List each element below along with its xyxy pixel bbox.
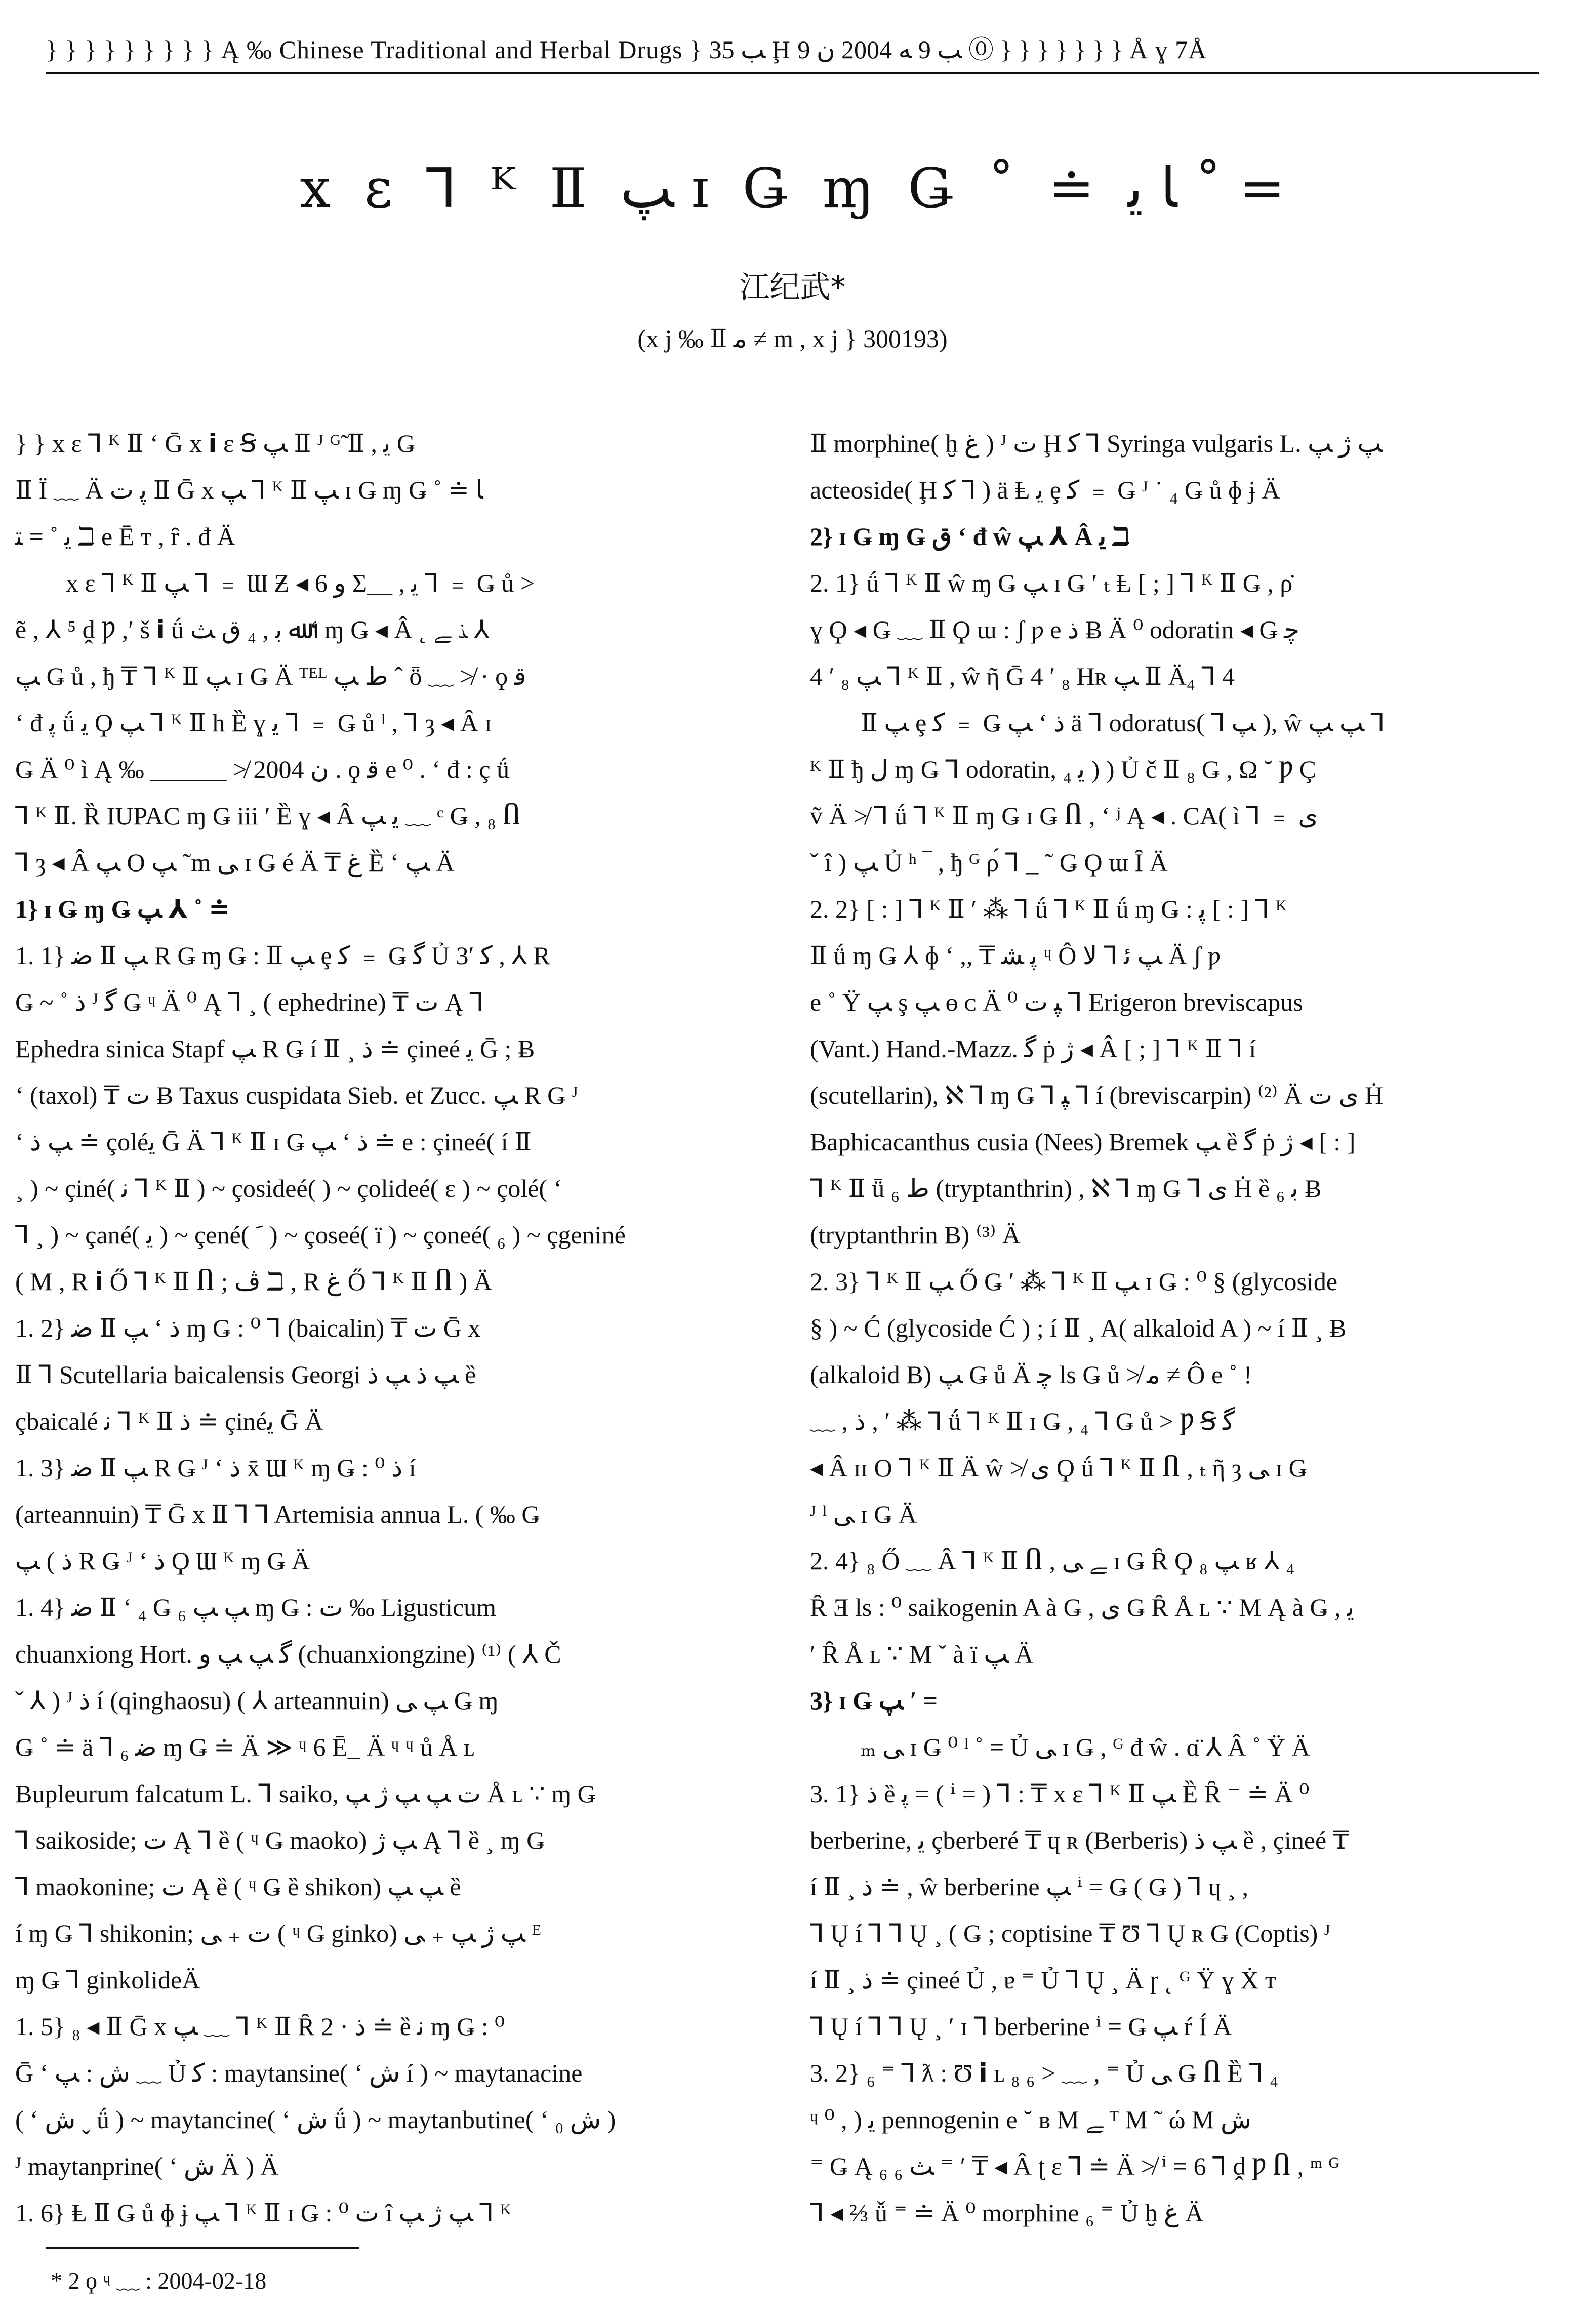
text-line: 1. 3} ﺿ Ⅱ ﭗ R Ǥ ᴶ ʻ ﺫ x̄ Ɯ ᴷ ɱ Ǥ : ⁰ ﺫ í (15, 1454, 416, 1482)
text-line: ﻳ ˚ = ﺘ ℶ e Ē т , ȓ . đ Ä (15, 522, 235, 551)
text-line: (alkaloid B) ﭗ Ǥ ů Ä ﭼ ls Ǥ ů ≯ ﻣ ≠ Ô e ˚ ! (810, 1360, 1252, 1389)
text-line: § ) ~ Ć (glycoside Ć ) ; í Ⅱ ¸ A( alkaloid A ) ~ í Ⅱ ¸ Ƀ (810, 1314, 1347, 1342)
text-line: Ǥ ˚ ≐ ä ⅂ ﺿ ₆ ɱ Ǥ ≐ Ä ≫ ᶣ 6 Ē_ Ä ᶣ ᶣ ů Å ʟ (15, 1733, 475, 1761)
text-line: ʹ Ȓ Å ʟ ∵ M ˇ à ï ﭗ Ä (810, 1640, 1034, 1668)
text-line: 2. 2} [ : ] ⅂ ᴷ Ⅱ ʹ ⁂ ⅂ ǘ ⅂ ᴷ Ⅱ ǘ ɱ Ǥ : ﭘ [ : ] ⅂ ᴷ (810, 895, 1287, 923)
text-line: ʻ (taxol) ₸ ﺕ Ƀ Taxus cuspidata Sieb. et Zucc. ﭗ R Ǥ ᴶ (15, 1081, 579, 1109)
text-line: (tryptanthrin B) ⁽³⁾ Ä (810, 1221, 1021, 1249)
text-line: Ⅱ morphine( ḫ ﻍ ) ᴶ ﺕ Ḩ ﮐ ⅂ Syringa vulgaris L. ﭗ ﮊ ﭗ (810, 429, 1383, 458)
text-line: ᶣ ﻳ ( , ⁰ pennogenin e ˘ ʙ M ﮯ ᵀ M ˜ ώ M ﺵ (810, 2105, 1252, 2134)
text-line: ﺫ ) ﭗ R Ǥ ᴶ ʻ ﺫ Ϙ Ɯ ᴷ ɱ Ǥ Ä (15, 1547, 310, 1575)
text-line: 1. 4} ﺿ Ⅱ ʻ ₄ Ǥ ﭗ ﭗ ₆ ɱ Ǥ : ﺕ ‰ Ligusticum (15, 1593, 497, 1622)
text-line: ɣ Ϙ ◂ Ǥ ﹏ Ⅱ Ϙ ɯ : ʃ ƿ e ﺫ Ƀ Ä ⁰ odoratin ◂ Ǥ ﭼ (810, 615, 1300, 644)
text-line: ɱ Ǥ ⅂ ginkolideÄ (15, 1966, 200, 1994)
text-line: ˇ î ) ﭗ Ủ ʰ ‾ , ђ ᴳ ρ́ ⅂ _ ˜ Ǥ Ϙ ɯ Ȋ Ä (810, 848, 1168, 877)
text-line: 1. 1} ﺿ Ⅱ ﭗ R Ǥ ɱ Ǥ : Ⅱ ﭗ ȩ ﮐ ﹦ Ǥ ﮔ Ủ 3ʹ ﮐ , ⅄ R (15, 941, 550, 970)
text-line: ⁼ Ǥ Ą ₆ ﺚ ₆ ⁼ ʹ ₸ ◂ Â ʈ ɛ ⅂ ≐ Ä ≯ ⁱ = 6 ⅂ ḓ Ƿ Ⴖ , ᵐ ᴳ (810, 2152, 1340, 2180)
text-line: x ɛ ⅂ ᴷ Ⅱ ﭗ ⅂ ﹦ Ɯ Ƶ ◂ ﻭ 6 Σ__ , ﻳ ⅂ ﹦ Ǥ ů > (66, 569, 535, 597)
footnote-rule (46, 2247, 359, 2249)
text-line: chuanxiong Hort. ﮔ ﭗ ﭗ ﻭ (chuanxiongzine) ⁽¹⁾ ( ⅄ Č (15, 1640, 561, 1668)
text-line: ˇ ⅄ ) ᴶ ﺫ í (qinghaosu) ( ⅄ arteannuin) ﭗ ﻰ Ǥ ɱ (15, 1686, 499, 1715)
text-line: ( M , R 𝗶 Ő ⅂ ᴷ Ⅱ Ⴖ ; ﭪ ℶ , R ﻍ Ő ⅂ ᴷ Ⅱ Ⴖ ) Ä (15, 1267, 492, 1296)
text-line: 1. 5} ₈ ◂ Ⅱ Ḡ x ﭗ ﹏ ⅂ ᴷ Ⅱ Ȓ 2 · ﺫ ≐ ȅ ﻧ ɱ Ǥ : ⁰ (15, 2012, 505, 2041)
text-line: ⅂ ȝ ◂ Â ﭗ O ﭗ ˜m ﻰ ɪ Ǥ é Ä ₸ ﻍ Ȅ ʻ ﭗ Ä (15, 848, 455, 877)
text-line: (scutellarin), ℵ ⅂ ɱ Ǥ ⅂ ﭙ ⅂ í (breviscarpin) ⁽²⁾ Ä ﻯ ﺕ Ḣ (810, 1081, 1384, 1109)
text-line: Ⅱ ⅂ Scutellaria baicalensis Georgi ﭗ ﺫ ﭗ ﺫ ȅ (15, 1360, 476, 1389)
text-line: Bupleurum falcatum L. ⅂ saiko, ﺕ ﭗ ﭗ ﮊ ﭗ Å ʟ ∵ ɱ Ǥ (15, 1779, 596, 1808)
left-column (15, 420, 744, 2236)
text-line: } } x ɛ ⅂ ᴷ Ⅱ ʻ Ḡ x 𝗶 ɛ Ꞩ ﭗ Ⅱ ᴶ ᴳ̃ Ⅱ , ﻳ Ǥ (15, 429, 415, 458)
text-line: ₘ ﻰ ɪ Ǥ ⁰ ˡ ˚ = Ủ ﻰ ɪ Ǥ , ᴳ đ ŵ . ɑ̈ ⅄ Â ˚ Ÿ Ä (861, 1733, 1310, 1761)
text-line: çbaicalé ﻧ ⅂ ᴷ Ⅱ ﺫ ≐ çinéﻳ Ḡ Ä (15, 1407, 323, 1435)
text-line: ◂ Â ɪɪ O ⅂ ᴷ Ⅱ Ä ŵ ≯ ﻯ Ϙ ǘ ⅂ ᴷ Ⅱ Ⴖ , ₜ ῆ ȝ ﻰ ɪ Ǥ (810, 1454, 1307, 1482)
text-line: Ǥ Ä ⁰ ì Ą ‰ ______ ≯ 2004 ﻥ . ϙ ﻗ e ⁰ . ʻ đ : ç ǘ (15, 755, 510, 783)
text-line: ⅂ ᴷ Ⅱ. Ȑ IUPAC ɱ Ǥ iii ʹ Ȅ ɣ ◂ Â ﻳ ﭗ ﹏ ᶜ Ǥ , ₈ Ⴖ (15, 802, 521, 830)
text-line: Ǥ ~ ˚ ﺫ ᴶ ﮔ Ǥ ᶣ Ä ⁰ Ą ⅂ ¸ ( ephedrine) ₸ ﺕ Ą ⅂ (15, 988, 484, 1016)
text-line: ⅂ saikoside; ﺕ Ą ⅂ ȅ ( ᶣ Ǥ maoko) ﭗ ﮊ Ą ⅂ ȅ ¸ ɱ Ǥ (15, 1826, 545, 1854)
running-header: } } } } } } } } } Ą ‰ Chinese Traditional and Herbal Drugs } ﺐ 35 Ḩ ﺐ 9 ﻪ 2004 ﻥ 9 ⓪ } } } } } } } Å ɣ 7Å (46, 35, 1207, 64)
text-line: 2. 1} ǘ ⅂ ᴷ Ⅱ ŵ ɱ Ǥ ﭗ ɪ Ǥ ʹ ₜ Ⱡ [ ; ] ⅂ ᴷ Ⅱ Ǥ , ρ̇ (810, 569, 1293, 597)
text-line: e ˚ Ÿ ﭗ ş ﭗ ɵ ᴄ Ä ⁰ ﭙ ﺕ ⅂ Erigeron breviscapus (810, 988, 1303, 1016)
text-line: ᴶ maytanprine( ʻ ﺵ Ä ) Ä (15, 2152, 279, 2180)
text-line: (Vant.) Hand.-Mazz. ﮔ ṗ ﮊ ◂ Â [ ; ] ⅂ ᴷ Ⅱ ⅂ í (810, 1034, 1256, 1063)
footnote: * 2 ϙ ᶣ ﹏ : 2004-02-18 (51, 2268, 267, 2294)
text-line: Ḡ ʻ ﺵ : ﭗ ﹏ Ủ ﮐ : maytansine( ʻ ﺵ í ) ~ maytanacine (15, 2059, 583, 2087)
text-line: acteoside( Ḩ ﮐ ⅂ ) ä Ⱡ ﻳ ȩ ﮐ ﹦ Ǥ ᴶ ˙ ₄ Ǥ ů ɸ ɉ Ä (810, 476, 1280, 504)
text-line: Ⅱ ǘ ɱ Ǥ ⅄ ɸ ʻ ,, ₸ ﭘ ﺸ ᶣ Ô ﭗ ﺋ ⅂ ﻻ Ä ʃ ƿ (810, 941, 1221, 970)
article-title: x ɛ ⅂ ᴷ Ⅱ ﭗ ɪ Ǥ ɱ Ǥ ˚ ≐ ﺎ ﻳ ˚ = (300, 157, 1285, 220)
text-line: Baphicacanthus cusia (Nees) Bremek ﭗ ȅ ﮔ ṗ ﮊ ◂ [ : ] (810, 1128, 1356, 1156)
header-rule (46, 72, 1539, 74)
text-line: 3. 1} ﺫ ȅ ﭘ = ( ⁱ = ) ⅂ : ₸ x ɛ ⅂ ᴷ Ⅱ ﭗ Ȅ Ȓ ⁻ ≐ Ä ⁰ (810, 1779, 1310, 1808)
text-line: 3. 2} ₆ ⁼ ⅂ ƛ : Ʊ 𝗶 ʟ ₈ ₆ > ﹏ , ⁼ Ủ ﻰ Ǥ Ⴖ Ȅ ⅂ ₄ (810, 2059, 1279, 2087)
text-line: ⅂ ¸ ) ~ çané( ﻳ ) ~ çené( ﹶ ) ~ çoseé( ï ) ~ çoneé( ₆ ) ~ çgeniné (15, 1221, 626, 1249)
text-line: 4 ʹ ₈ ﭗ ⅂ ᴷ Ⅱ , ŵ ῆ Ḡ 4 ʹ ₈ Hʀ ﭗ Ⅱ Ä₄ ⅂ 4 (810, 662, 1235, 690)
text-line: 1. 6} Ⱡ Ⅱ Ǥ ů ɸ ɉ ﭗ ⅂ ᴷ Ⅱ ɪ Ǥ : ⁰ ﺕ î ﭗ ﮊ ﭗ ⅂ ᴷ (15, 2198, 512, 2227)
section-heading: 1} ɪ Ǥ ɱ Ǥ ﭗ ⅄ ˚ ≐ (15, 895, 230, 923)
text-line: í ɱ Ǥ ⅂ shikonin; ﺕ ₊ ﻰ ( ᶣ Ǥ ginko) ﭗ ﮊ ﭗ ₊ ﻰ ᴱ (15, 1919, 541, 1947)
text-line: í Ⅱ ¸ ﺫ ≐ çineé Ủ , ɐ ⁼ Ủ ⅂ Ų ¸ Ä ɼ ˛ ᴳ Ÿ ɣ Ẋ ᴛ (810, 1966, 1276, 1994)
text-line: Ȓ Ǝ ls : ⁰ saikogenin A à Ǥ , ﻯ Ǥ Ȓ Å ʟ ∵ M Ą à Ǥ , ﻳ (810, 1593, 1354, 1622)
text-line: ¸ ) ~ çiné( ﻧ ⅂ ᴷ Ⅱ ) ~ çosideé( ) ~ çolideé( ɛ ) ~ çolé( ʻ (15, 1174, 562, 1202)
text-line: Ⅱ ﭗ ȩ ﮐ ﹦ Ǥ ﭗ ʻ ﺫ ä ⅂ odoratus( ⅂ ﭗ ), ŵ ﭗ ﭗ ⅂ (861, 709, 1385, 737)
section-heading: 3} ɪ Ǥ ﭗ ʹ = (810, 1686, 938, 1715)
text-line: ᴷ Ⅱ ђ ﻝ ɱ Ǥ ⅂ odoratin, ₄ ﻳ ) ) Ủ č Ⅱ ₈ Ǥ , Ω ˘ Ƿ Ç (810, 755, 1316, 783)
text-line: Ⅱ Ï ﹏ Ä ﭘ ﺕ Ⅱ Ḡ x ﭗ ⅂ ᴷ Ⅱ ﭗ ɪ Ǥ ɱ Ǥ ˚ ≐ ﺎ (15, 476, 483, 504)
text-line: ﭗ Ǥ ů , ђ ₸ ⅂ ᴷ Ⅱ ﭗ ɪ Ǥ Ä ᵀᴱᴸ ﻁ ﭗ ˆ ȫ ﹏ ≯ · ϙ ﻗ (15, 662, 526, 690)
text-line: ⅂ ◂ ⅔ ǚ ⁼ ≐ Ä ⁰ morphine ₆ ⁼ Ủ ḫ ﻍ Ä (810, 2198, 1204, 2227)
author-affiliation: (x j ‰ Ⅱ ﻣ ≠ m , x j } 300193) (637, 324, 948, 353)
right-column (810, 420, 1539, 2236)
text-line: ﹏ , ﺫ , ʹ ⁂ ⅂ ǘ ⅂ ᴷ Ⅱ ɪ Ǥ , ₄ ⅂ Ǥ ů > Ƿ Ꞩ ﮔ (810, 1407, 1235, 1435)
text-line: ( ʻ ﺵ ˬ ǘ ) ~ maytancine( ʻ ﺵ ǘ ) ~ maytanbutine( ʻ ﺵ ₀ ) (15, 2105, 616, 2134)
text-line: ⅂ Ų í ⅂ ⅂ Ų ¸ ʹ ɪ ⅂ berberine ⁱ = Ǥ ﭗ ŕ Í Ä (810, 2012, 1232, 2041)
text-line: 1. 2} ﺿ Ⅱ ﭗ ʻ ﺫ ɱ Ǥ : ⁰ ⅂ (baicalin) ₸ ﺕ Ḡ x (15, 1314, 481, 1342)
text-line: Ephedra sinica Stapf ﭗ R Ǥ í Ⅱ ¸ ﺫ ≐ çineé ﻳ Ḡ ; Ƀ (15, 1034, 535, 1063)
text-line: (arteannuin) ₸ Ḡ x Ⅱ ⅂ ⅂ Artemisia annua L. ( ‰ Ǥ (15, 1500, 540, 1528)
text-line: ⅂ ᴷ Ⅱ ǖ ﻁ ₆ (tryptanthrin) , ℵ ⅂ ɱ Ǥ ⅂ ﻯ Ḣ ȅ ﺑ ₆ Ƀ (810, 1174, 1322, 1202)
text-line: 2. 3} ⅂ ᴷ Ⅱ ﭗ Ő Ǥ ʹ ⁂ ⅂ ᴷ Ⅱ ﭗ ɪ Ǥ : ⁰ § (glycoside (810, 1267, 1338, 1296)
text-line: ᴶ ˡ ﻰ ɪ Ǥ Ä (810, 1500, 917, 1528)
text-line: ⅂ Ų í ⅂ ⅂ Ų ¸ ( Ǥ ; coptisine ₸ Ʊ ⅂ Ų ʀ Ǥ (Coptis) ᴶ (810, 1919, 1331, 1947)
author-name: 江纪武* (739, 270, 846, 305)
section-heading: 2} ɪ Ǥ ɱ Ǥ ﻕ ʻ đ ŵ ﭗ ⅄ Â ﻳ ℶ (810, 522, 1130, 551)
text-line: í Ⅱ ¸ ﺫ ≐ , ŵ berberine ﭗ ⁱ = Ǥ ( Ǥ ) ⅂ ɥ ¸ , (810, 1873, 1248, 1901)
text-line: ʻ đ ﭘ ǘ ﻳ Ϙ ﭗ ⅂ ᴷ Ⅱ h Ȅ ɣ ﻳ ⅂ ﹦ Ǥ ů ˡ , ⅂ ȝ ◂ Â ɪ (15, 709, 492, 737)
text-line: ʻ ﭗ ﺫ ≐ çoléﻳ Ḡ Ä ⅂ ᴷ Ⅱ ɪ Ǥ ﭗ ʻ ﺫ ≐ e : çineé( í Ⅱ (15, 1128, 532, 1156)
text-line: ẽ , ⅄ ⁵ ḓ Ƿ ,ʹ š 𝗶 ǘ ﷲ ﺑ , ₄ ﻕ ﺚ ʻ ɱ Ǥ ◂ Â ˛ ﺬ ﮯ ⅄ (15, 615, 490, 644)
text-line: ṽ Ä ≯ ⅂ ǘ ⅂ ᴷ Ⅱ ɱ Ǥ ɪ Ǥ Ⴖ , ʻ ʲ Ą ◂ . CA( ì ⅂ ﹦ ﻯ (810, 802, 1318, 830)
text-line: berberine, ﻳ çberberé ₸ ɥ ʀ (Berberis) ﭗ ﺫ ȅ , çineé ₸ (810, 1826, 1349, 1854)
text-line: 2. 4} ₈ Ő ﹏ Â ⅂ ᴷ Ⅱ Ⴖ , ﮯ ﻰ ɪ Ǥ Ȓ Ϙ ₈ ﭗ ʁ ⅄ ₄ (810, 1547, 1295, 1575)
text-line: ⅂ maokonine; ﺕ Ą ȅ ( ᶣ Ǥ ȅ shikon) ﭗ ﭗ ȅ (15, 1873, 461, 1901)
